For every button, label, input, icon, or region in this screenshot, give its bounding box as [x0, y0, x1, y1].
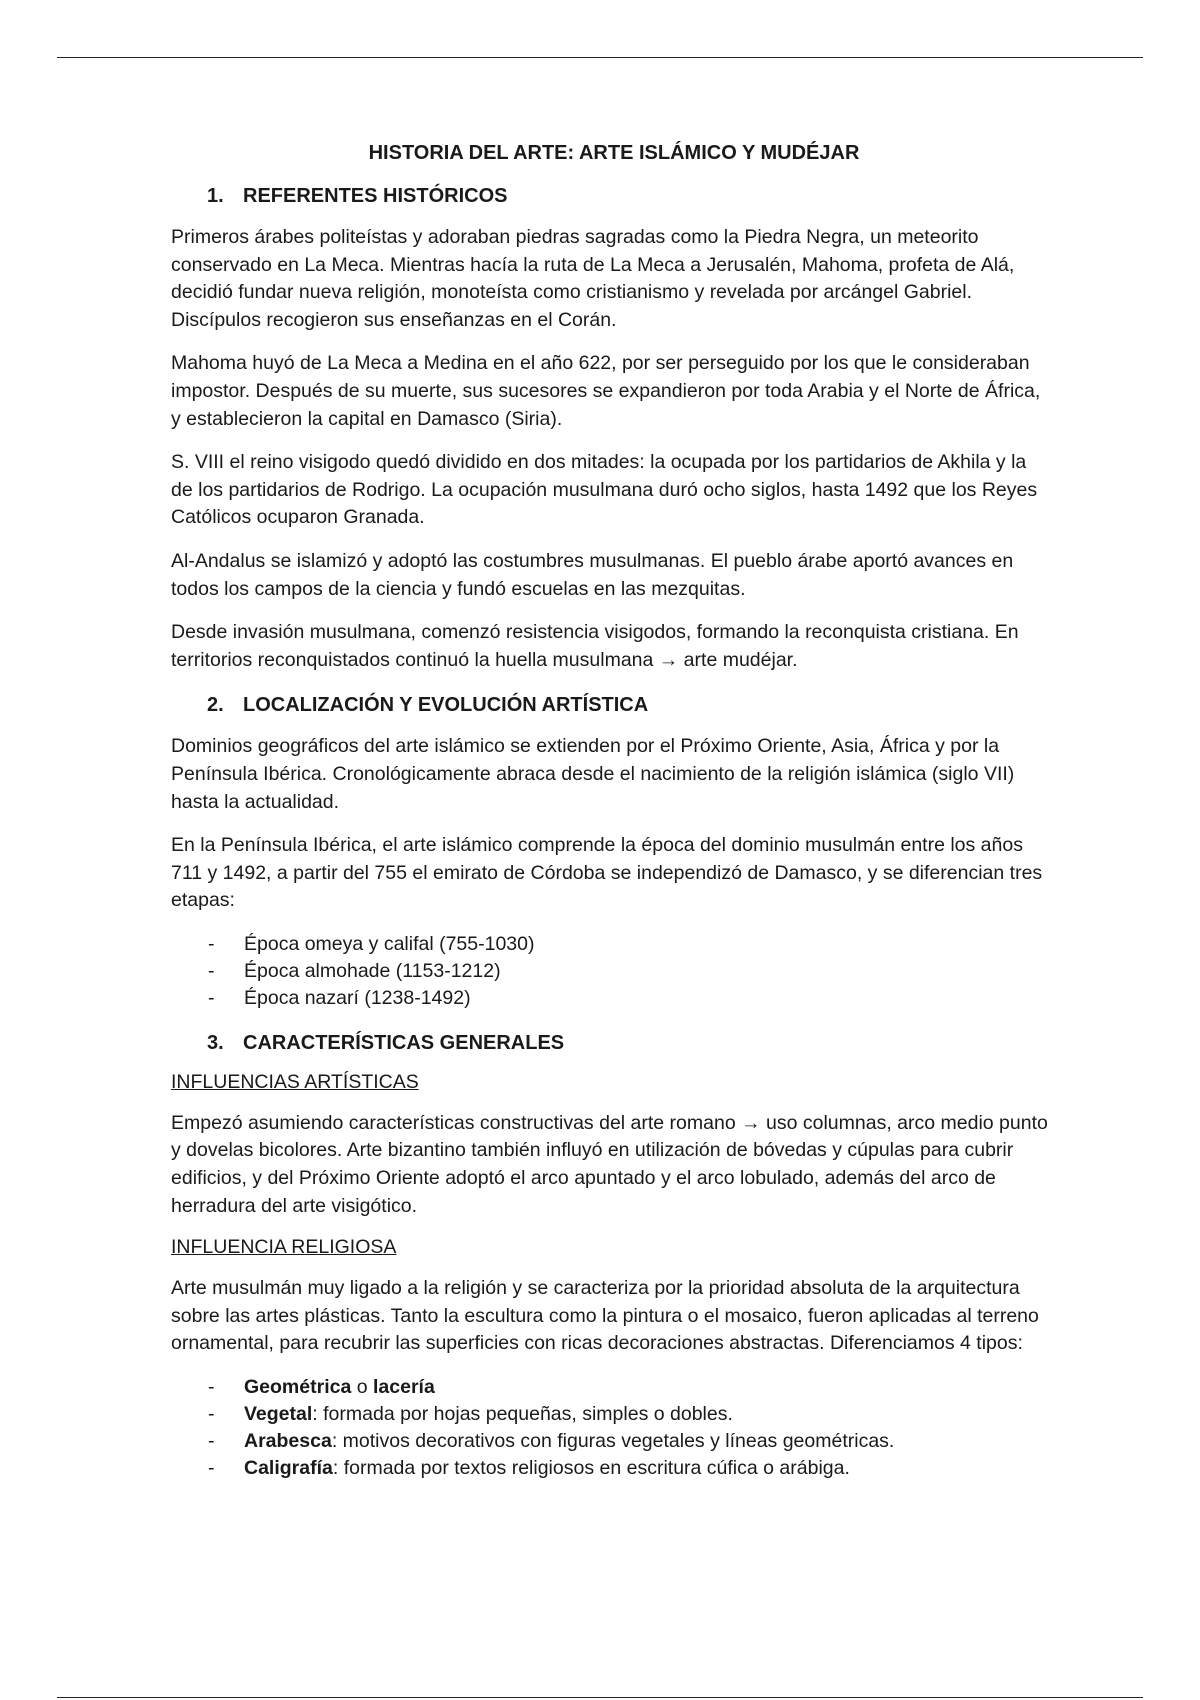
section-title: LOCALIZACIÓN Y EVOLUCIÓN ARTÍSTICA: [243, 694, 649, 717]
description: : formada por textos religiosos en escritura cúfica o arábiga.: [332, 1457, 850, 1480]
section-heading-referentes: [207, 185, 1051, 208]
document-body: [171, 142, 1051, 1482]
description: : motivos decorativos con figuras vegetales y líneas geométricas.: [331, 1430, 895, 1453]
term: Geométrica: [244, 1376, 352, 1399]
term: lacería: [373, 1376, 435, 1399]
section-heading-localizacion: [207, 694, 1051, 717]
section-heading-caracteristicas: [207, 1032, 1051, 1055]
paragraph: En la Península Ibérica, el arte islámico comprende la época del dominio musulmán entre los años 711 y 1492, a partir del 755 el emirato de Córdoba se independizó de Damasco, y se diferencian tres etapas:: [171, 834, 1043, 912]
section-title: REFERENTES HISTÓRICOS: [243, 185, 508, 207]
top-rule: [57, 57, 1143, 58]
paragraph: Empezó asumiendo características constructivas del arte romano → uso columnas, arco medio punto y dovelas bicolores. Arte bizantino también influyó en utilización de bóvedas y cúpulas para cubrir edificios, y del Próximo Oriente adoptó el arco apuntado y el arco lobulado, además del arco de herradura del arte visigótico.: [171, 1111, 1048, 1217]
list-item: - Época almohade (1153-1212): [171, 958, 1051, 985]
paragraph: Dominios geográficos del arte islámico se extienden por el Próximo Oriente, Asia, África y por la Península Ibérica. Cronológicamente abraca desde el nacimiento de la religión islámica (siglo VII) hasta la actualidad.: [171, 735, 1015, 813]
list-item: [171, 1428, 1051, 1455]
term: Arabesca: [244, 1430, 332, 1453]
paragraph: Mahoma huyó de La Meca a Medina en el año 622, por ser perseguido por los que le consideraban impostor. Después de su muerte, sus sucesores se expandieron por toda Arabia y el Norte de África, y establecieron la capital en Damasco (Siria).: [171, 352, 1041, 430]
subheading-influencia-religiosa: INFLUENCIA RELIGIOSA: [171, 1236, 397, 1259]
bottom-rule: [57, 1697, 1143, 1698]
paragraph: Primeros árabes politeístas y adoraban piedras sagradas como la Piedra Negra, un meteorito conservado en La Meca. Mientras hacía la ruta de La Meca a Jerusalén, Mahoma, profeta de Alá, decidió fundar nueva religión, monoteísta como cristianismo y revelada por arcángel Gabriel. Discípulos recogieron sus enseñanzas en el Corán.: [171, 226, 1015, 331]
decoration-types-list: [171, 1374, 1051, 1482]
description: : formada por hojas pequeñas, simples o dobles.: [312, 1403, 733, 1426]
section-number: 2.: [207, 694, 224, 717]
subheading-influencias-artisticas: INFLUENCIAS ARTÍSTICAS: [171, 1070, 419, 1093]
section-number: 3.: [207, 1031, 224, 1054]
section-title: CARACTERÍSTICAS GENERALES: [243, 1031, 565, 1054]
section-number: 1.: [207, 185, 224, 207]
paragraph: S. VIII el reino visigodo quedó dividido en dos mitades: la ocupada por los partidarios de Akhila y la de los partidarios de Rodrigo. La ocupación musulmana duró ocho siglos, hasta 1492 que los Reyes Católicos ocuparon Granada.: [171, 451, 1038, 529]
term: Caligrafía: [244, 1457, 333, 1480]
document-title: HISTORIA DEL ARTE: ARTE ISLÁMICO Y MUDÉJAR: [368, 142, 860, 164]
term: Vegetal: [244, 1403, 313, 1426]
paragraph: Al-Andalus se islamizó y adoptó las costumbres musulmanas. El pueblo árabe aportó avances en todos los campos de la ciencia y fundó escuelas en las mezquitas.: [171, 549, 1014, 600]
list-item: - Época omeya y califal (755-1030): [171, 931, 1051, 958]
paragraph: Arte musulmán muy ligado a la religión y se caracteriza por la prioridad absoluta de la arquitectura sobre las artes plásticas. Tanto la escultura como la pintura o el mosaico, fueron aplicadas al terreno ornamental, para recubrir las superficies con ricas decoraciones abstractas. Diferenciamos 4 tipos:: [171, 1277, 1039, 1355]
list-item: [171, 1455, 1051, 1482]
list-item: [171, 1401, 1051, 1428]
list-item: - Época nazarí (1238-1492): [171, 985, 1051, 1012]
list-item: [171, 1374, 1051, 1401]
connector: o: [351, 1376, 373, 1399]
stages-list: [171, 931, 1051, 1012]
paragraph: Desde invasión musulmana, comenzó resistencia visigodos, formando la reconquista cristiana. En territorios reconquistados continuó la huella musulmana → arte mudéjar.: [171, 621, 1019, 671]
